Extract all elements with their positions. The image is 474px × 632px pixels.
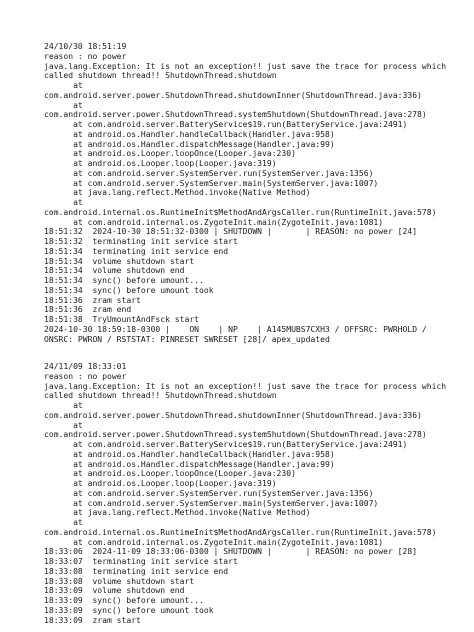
log-line: at android.os.Looper.loop(Looper.java:319): [44, 479, 277, 488]
log-line: at com.android.server.BatteryService$19.run(BatteryService.java:2491): [44, 440, 408, 449]
log-block-2024-10-30: [44, 42, 447, 344]
log-line: 18:51:34 terminating init service end: [44, 246, 229, 256]
log-line: 18:51:34 volume shutdown start: [44, 256, 195, 266]
log-line: java.lang.Exception: It is not an exception!! just save the trace for process which: [44, 61, 447, 71]
log-line: at com.android.server.SystemServer.main(SystemServer.java:1007): [44, 178, 379, 188]
log-line: at com.android.server.SystemServer.run(SystemServer.java:1356): [44, 168, 374, 178]
log-line: com.android.internal.os.RuntimeInit$MethodAndArgsCaller.run(RuntimeInit.java:578): [44, 207, 437, 217]
log-line: at: [44, 518, 83, 527]
log-line: ONSRC: PWRON / RSTSTAT: PINRESET SWRESET [28]/ apex_updated: [44, 334, 330, 344]
log-line: 18:33:06 2024-11-09 18:33:06-0300 | SHUTDOWN | | REASON: no power [28]: [44, 547, 418, 557]
log-line: 18:51:32 terminating init service start: [44, 237, 238, 246]
log-line: 18:51:34 sync() before umount took: [44, 285, 214, 295]
log-line: at android.os.Handler.dispatchMessage(Handler.java:99): [44, 459, 335, 469]
log-line: 18:33:09 volume shutdown end: [44, 586, 185, 596]
log-line: at android.os.Handler.handleCallback(Handler.java:958): [44, 129, 335, 139]
log-line: 18:51:34 sync() before umount...: [44, 276, 204, 285]
log-line: at com.android.internal.os.ZygoteInit.main(ZygoteInit.java:1081): [44, 537, 384, 547]
log-line: 18:33:09 zram start: [44, 615, 141, 625]
log-line: at: [44, 198, 83, 207]
log-line: com.android.server.power.ShutdownThread.shutdownInner(ShutdownThread.java:336): [44, 410, 422, 420]
log-line: called shutdown thread!! ShutdownThread.shutdown: [44, 391, 277, 401]
log-line: 18:33:09 sync() before umount...: [44, 596, 204, 605]
log-line: 18:51:32 2024-10-30 18:51:32-0300 | SHUTDOWN | | REASON: no power [24]: [44, 227, 418, 237]
log-line: com.android.internal.os.RuntimeInit$MethodAndArgsCaller.run(RuntimeInit.java:578): [44, 527, 437, 537]
log-line: at: [44, 401, 83, 410]
log-line: 24/10/30 18:51:19: [44, 42, 127, 51]
log-line: 18:33:07 terminating init service start: [44, 557, 238, 566]
log-line: at java.lang.reflect.Method.invoke(Native Method): [44, 508, 311, 518]
log-line: 18:51:36 zram end: [44, 305, 132, 315]
log-block-2024-11-09: [44, 362, 447, 625]
log-line: 18:51:38 TryUmountAndFsck start: [44, 315, 200, 324]
log-line: at java.lang.reflect.Method.invoke(Native Method): [44, 188, 311, 198]
log-line: at: [44, 420, 83, 430]
log-line: 2024-10-30 18:59:18-0300 | ON | NP | A145MUBS7CXH3 / OFFSRC: PWRHOLD /: [44, 324, 427, 334]
log-line: at com.android.server.BatteryService$19.run(BatteryService.java:2491): [44, 120, 408, 129]
log-line: at com.android.server.SystemServer.main(SystemServer.java:1007): [44, 498, 379, 508]
log-line: at: [44, 81, 83, 90]
log-line: 18:51:34 volume shutdown end: [44, 266, 185, 276]
log-line: 24/11/09 18:33:01: [44, 362, 127, 371]
log-line: 18:33:09 sync() before umount took: [44, 605, 214, 615]
log-line: com.android.server.power.ShutdownThread.systemShutdown(ShutdownThread.java:278): [44, 430, 427, 440]
log-line: at android.os.Looper.loopOnce(Looper.java:230): [44, 149, 296, 159]
log-line: java.lang.Exception: It is not an exception!! just save the trace for process which: [44, 381, 447, 391]
log-line: 18:33:08 volume shutdown start: [44, 576, 195, 586]
log-line: at com.android.internal.os.ZygoteInit.main(ZygoteInit.java:1081): [44, 217, 384, 227]
log-line: at: [44, 100, 83, 110]
log-line: 18:33:08 terminating init service end: [44, 566, 229, 576]
log-line: 18:51:36 zram start: [44, 295, 141, 305]
log-line: called shutdown thread!! ShutdownThread.shutdown: [44, 71, 277, 81]
log-line: com.android.server.power.ShutdownThread.shutdownInner(ShutdownThread.java:336): [44, 90, 422, 100]
log-line: at android.os.Handler.handleCallback(Handler.java:958): [44, 449, 335, 459]
log-line: at android.os.Looper.loop(Looper.java:319): [44, 159, 277, 168]
log-line: com.android.server.power.ShutdownThread.systemShutdown(ShutdownThread.java:278): [44, 110, 427, 120]
log-line: at android.os.Looper.loopOnce(Looper.java:230): [44, 469, 296, 479]
log-line: reason : no power: [44, 371, 127, 381]
log-line: reason : no power: [44, 51, 127, 61]
log-line: at com.android.server.SystemServer.run(SystemServer.java:1356): [44, 488, 374, 498]
log-line: at android.os.Handler.dispatchMessage(Handler.java:99): [44, 139, 335, 149]
